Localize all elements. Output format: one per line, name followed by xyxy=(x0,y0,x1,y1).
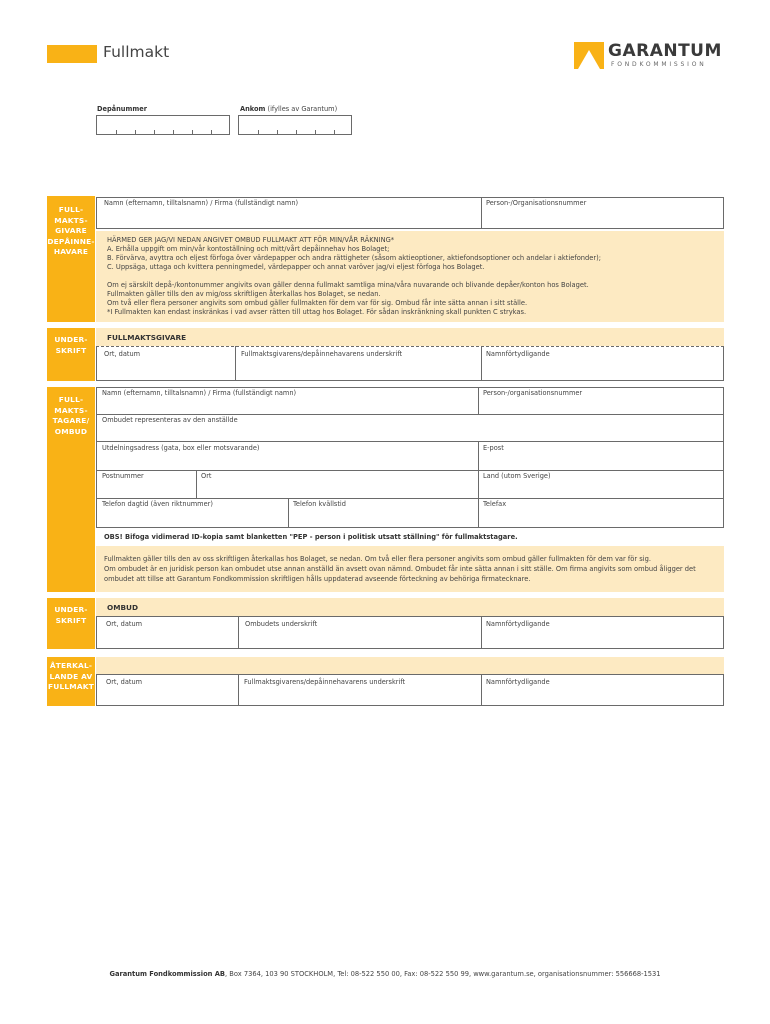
ombud-terms-line: Om ombudet är en juridisk person kan ombudet utse annan anställd än avsett ovan nämnd. Ombudet får inte sätta annan i sitt ställe. Om firma angivits som ombud åligger det xyxy=(104,565,696,573)
terms-line: C. Uppsäga, uttaga och kvittera penningmedel, värdepapper och annat varöver jag/vi eljest förfoga hos Bolaget. xyxy=(107,263,485,271)
depanummer-field[interactable] xyxy=(96,115,230,135)
underskrift-2-header: OMBUD xyxy=(107,603,139,612)
ombud-adress-label[interactable]: Utdelningsadress (gata, box eller motsvarande) xyxy=(102,444,260,452)
ombud-epost-label[interactable]: E-post xyxy=(483,444,504,452)
aterkallande-divider-2 xyxy=(481,674,482,706)
logo-name: GARANTUM xyxy=(608,41,722,61)
fullmaktsgivare-name-label: Namn (efternamn, tilltalsnamn) / Firma (fullständigt namn) xyxy=(104,199,299,207)
terms-line: A. Erhålla uppgift om min/vår kontoställning och mitt/vårt depåinnehav hos Bolaget; xyxy=(107,245,390,253)
ombud-col-line xyxy=(288,498,289,528)
page-title: Fullmakt xyxy=(103,43,170,61)
sidebar-underskrift-1-label: UNDER- SKRIFT xyxy=(54,335,88,355)
ombud-obs-note: OBS! Bifoga vidimerad ID-kopia samt blanketten "PEP - person i politisk utsatt ställning" för fullmaktstagare. xyxy=(104,533,518,541)
sidebar-ombud-label: FULL- MAKTS- TAGARE/ OMBUD xyxy=(52,395,90,436)
garantum-logo xyxy=(574,42,726,72)
ombud-row-line xyxy=(96,470,724,471)
fullmaktsgivare-terms xyxy=(96,231,724,322)
footer xyxy=(0,970,770,978)
terms-line: HÄRMED GER JAG/VI NEDAN ANGIVET OMBUD FULLMAKT ATT FÖR MIN/VÅR RÄKNING* xyxy=(107,236,395,244)
underskrift-1-header-bar xyxy=(96,328,724,346)
sidebar-aterkallande-label: ÅTERKAL- LANDE AV FULLMAKT xyxy=(48,661,94,692)
sidebar-fullmaktsgivare-label: FULL- MAKTS- GIVARE DEPÅINNE- HAVARE xyxy=(47,205,95,257)
underskrift-2-header-bar xyxy=(96,598,724,616)
aterkallande-divider-1 xyxy=(238,674,239,706)
aterkallande-namn-label: Namnförtydligande xyxy=(486,678,550,686)
aterkallande-ort-label: Ort, datum xyxy=(106,678,143,686)
sidebar-fullmaktsgivare xyxy=(47,196,95,322)
underskrift-1-sign-label: Fullmaktsgivarens/depåinnehavarens underskrift xyxy=(241,350,403,358)
title-accent-bar xyxy=(47,45,97,63)
sidebar-underskrift-1 xyxy=(47,328,95,381)
underskrift-2-sign-label: Ombudets underskrift xyxy=(245,620,318,628)
ombud-tel-dag-label[interactable]: Telefon dagtid (även riktnummer) xyxy=(102,500,213,508)
sidebar-ombud xyxy=(47,387,95,592)
underskrift-2-ort-label: Ort, datum xyxy=(106,620,143,628)
underskrift-1-ort-label: Ort, datum xyxy=(104,350,141,358)
underskrift-2-divider-2 xyxy=(481,616,482,649)
sidebar-underskrift-2-label: UNDER- SKRIFT xyxy=(54,605,88,625)
terms-line: Om två eller flera personer angivits som ombud gäller fullmakten för dem var för sig. Ombud får inte sätta annan i sitt ställe. xyxy=(107,299,528,307)
sidebar-underskrift-2 xyxy=(47,598,95,649)
ombud-anstalld-label[interactable]: Ombudet representeras av den anställde xyxy=(102,416,238,424)
ombud-col-line xyxy=(478,387,479,414)
depanummer-label: Depånummer xyxy=(97,105,147,113)
underskrift-2-divider-1 xyxy=(238,616,239,649)
ombud-row-line xyxy=(96,414,724,415)
ombud-terms xyxy=(96,546,724,592)
ombud-postnr-label[interactable]: Postnummer xyxy=(102,472,144,480)
ombud-col-line xyxy=(478,441,479,528)
ankom-field[interactable] xyxy=(238,115,352,135)
underskrift-1-header: FULLMAKTSGIVARE xyxy=(107,333,187,342)
footer-details: , Box 7364, 103 90 STOCKHOLM, Tel: 08-522 550 00, Fax: 08-522 550 99, www.garantum.se, organisationsnummer: 556668-1531 xyxy=(225,970,661,978)
ombud-telefax-label[interactable]: Telefax xyxy=(483,500,507,508)
ombud-land-label[interactable]: Land (utom Sverige) xyxy=(483,472,551,480)
ombud-tel-kvall-label[interactable]: Telefon kvällstid xyxy=(293,500,346,508)
footer-company: Garantum Fondkommission AB xyxy=(109,970,226,978)
terms-line: B. Förvärva, avyttra och eljest förfoga över värdepapper och andra rättigheter (såsom aktieoptioner, aktiefondsoptioner och andelar i aktiefonder); xyxy=(107,254,602,262)
aterkallande-header-bar xyxy=(96,657,724,674)
ombud-name-label[interactable]: Namn (efternamn, tilltalsnamn) / Firma (fullständigt namn) xyxy=(102,389,297,397)
logo-subtitle: FONDKOMMISSION xyxy=(611,61,707,68)
terms-line: *I Fullmakten kan endast inskränkas i vad avser rätten till uttag hos Bolaget. För sådan inskränkning skall punkten C strykas. xyxy=(107,308,527,316)
aterkallande-fields[interactable] xyxy=(96,674,724,706)
ombud-ort-label[interactable]: Ort xyxy=(201,472,212,480)
sidebar-aterkallande xyxy=(47,657,95,706)
fullmaktsgivare-pnr-label: Person-/Organisationsnummer xyxy=(486,199,587,207)
garantum-logo-icon xyxy=(574,42,604,69)
ankom-label xyxy=(240,105,337,113)
underskrift-2-namn-label: Namnförtydligande xyxy=(486,620,550,628)
ombud-row-line xyxy=(96,498,724,499)
underskrift-1-divider-2 xyxy=(481,346,482,381)
underskrift-1-fields[interactable] xyxy=(96,346,724,381)
terms-line: Om ej särskilt depå-/kontonummer angivits ovan gäller denna fullmakt samtliga mina/våra nuvarande och blivande depåer/konton hos Bolaget. xyxy=(107,281,589,289)
underskrift-1-namn-label: Namnförtydligande xyxy=(486,350,550,358)
ombud-col-line xyxy=(196,470,197,498)
ankom-label-text: Ankom xyxy=(240,105,266,113)
aterkallande-sign-label: Fullmaktsgivarens/depåinnehavarens underskrift xyxy=(244,678,406,686)
ankom-hint: (ifylles av Garantum) xyxy=(267,105,338,113)
ombud-terms-line: Fullmakten gäller tills den av oss skriftligen återkallas hos Bolaget, se nedan. Om två eller flera personer angivits som ombud gäller fullmakten för dem var för sig. xyxy=(104,555,651,563)
ombud-pnr-label[interactable]: Person-/organisationsnummer xyxy=(483,389,583,397)
terms-line: Fullmakten gäller tills den av mig/oss skriftligen återkallas hos Bolaget, se nedan. xyxy=(107,290,381,298)
ombud-terms-line: ombudet att tillse att Garantum Fondkommission skriftligen hålls uppdaterad avseende förteckning av behöriga firmatecknare. xyxy=(104,575,531,583)
underskrift-2-fields[interactable] xyxy=(96,616,724,649)
fullmaktsgivare-divider xyxy=(481,197,482,229)
underskrift-1-divider-1 xyxy=(235,346,236,381)
ombud-row-line xyxy=(96,441,724,442)
